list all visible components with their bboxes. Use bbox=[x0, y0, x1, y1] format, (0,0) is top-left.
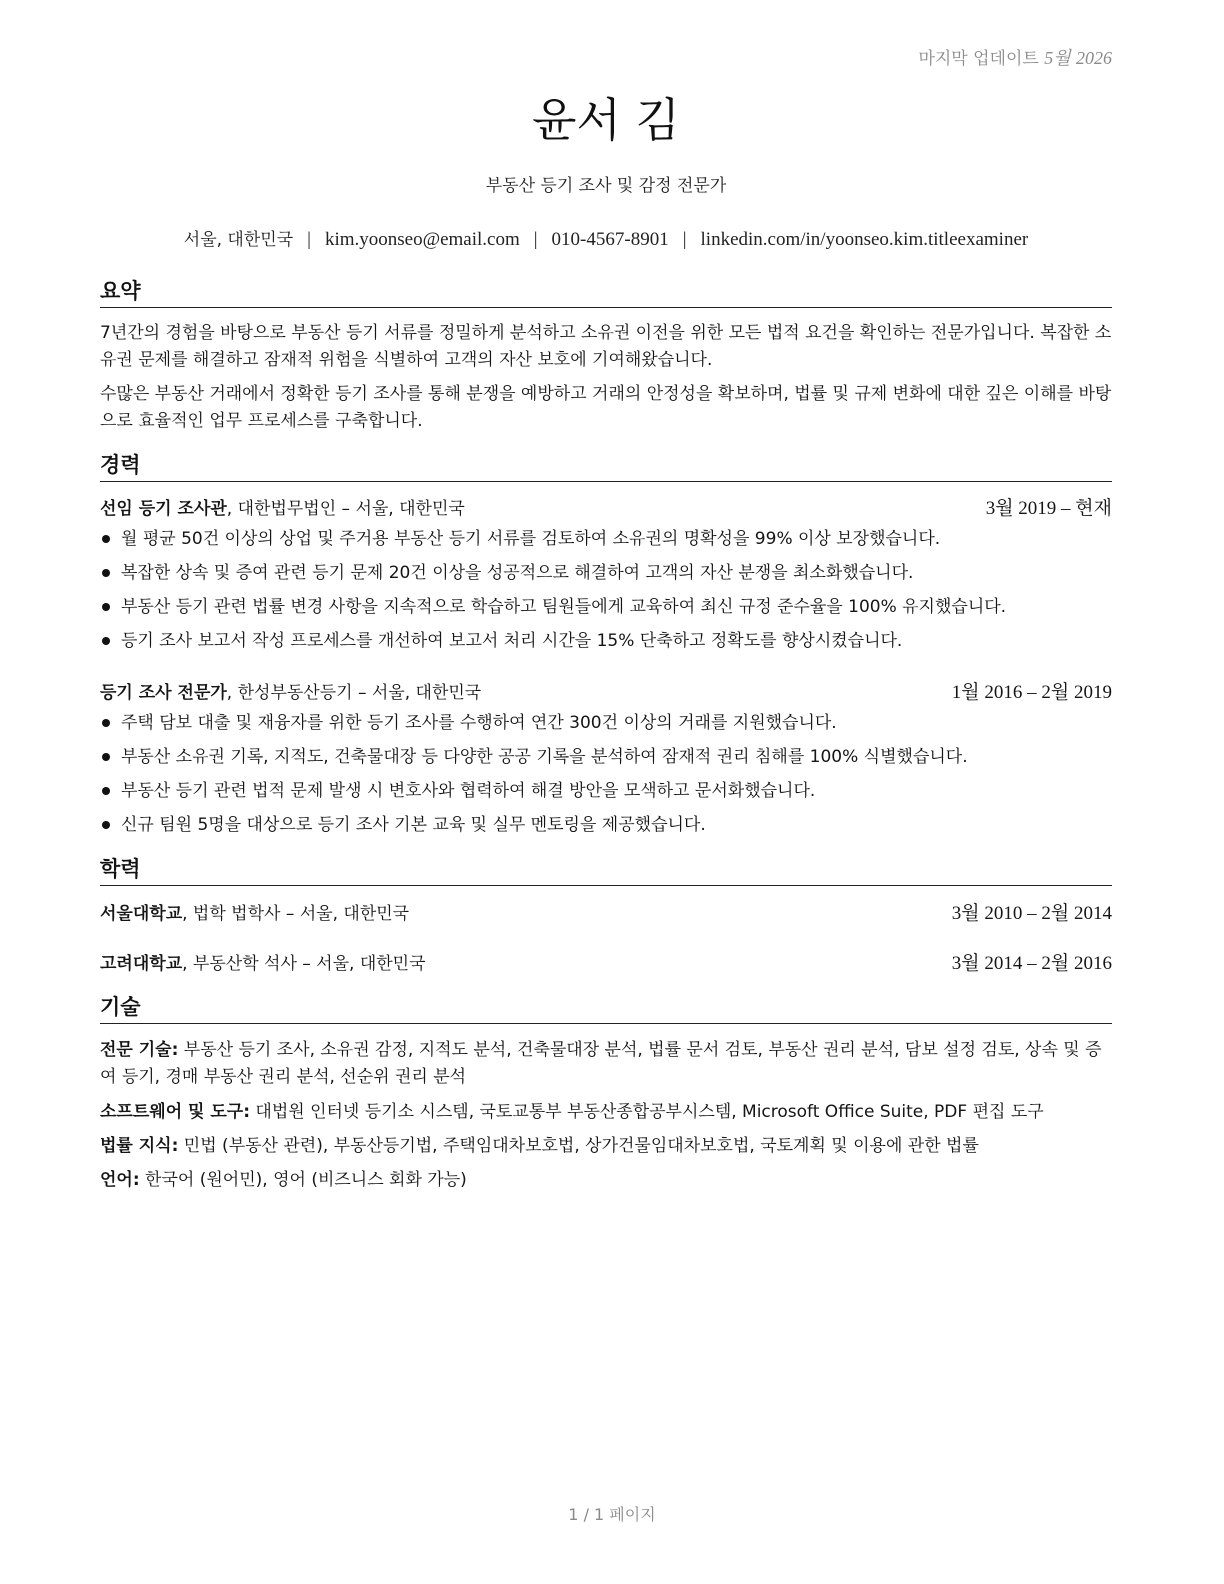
bullet-icon bbox=[102, 821, 110, 829]
contact-separator: | bbox=[307, 229, 311, 250]
skill-text: 한국어 (원어민), 영어 (비즈니스 회화 가능) bbox=[139, 1170, 467, 1190]
education-detail: , 부동산학 석사 – 서울, 대한민국 bbox=[182, 954, 426, 974]
bullet-text: 월 평균 50건 이상의 상업 및 주거용 부동산 등기 서류를 검토하여 소유권의 명확성을 99% 이상 보장했습니다. bbox=[121, 529, 941, 549]
education-dates: 3월 2014 – 2월 2016 bbox=[951, 953, 1112, 974]
education-dates: 3월 2010 – 2월 2014 bbox=[951, 903, 1112, 924]
bullet-text: 복잡한 상속 및 증여 관련 등기 문제 20건 이상을 성공적으로 해결하여 고객의 자산 분쟁을 최소화했습니다. bbox=[121, 563, 914, 583]
section-title-experience: 경력 bbox=[100, 452, 1112, 482]
skill-label: 법률 지식: bbox=[100, 1136, 179, 1156]
job-bullets bbox=[100, 710, 1112, 846]
skill-label: 언어: bbox=[100, 1170, 140, 1190]
last-updated-label: 마지막 업데이트 bbox=[918, 49, 1039, 69]
summary-paragraph-1: 7년간의 경험을 바탕으로 부동산 등기 서류를 정밀하게 분석하고 소유권 이전을 위한 모든 법적 요건을 확인하는 전문가입니다. 복잡한 소유권 문제를 해결하고 잠재적 위험을 식별하여 고객의 자산 보호에 기여해왔습니다. bbox=[100, 323, 1112, 370]
bullet-icon bbox=[102, 787, 110, 795]
candidate-name: 윤서 김 bbox=[532, 93, 680, 147]
skill-text: 대법원 인터넷 등기소 시스템, 국토교통부 부동산종합공부시스템, Microsoft Office Suite, PDF 편집 도구 bbox=[250, 1102, 1044, 1122]
education-school: 고려대학교 bbox=[100, 954, 183, 974]
job-bullets bbox=[100, 526, 1112, 662]
education-school: 서울대학교 bbox=[100, 904, 183, 924]
skill-item bbox=[100, 1099, 1112, 1126]
last-updated bbox=[918, 44, 1112, 70]
last-updated-month: 5월 bbox=[1044, 48, 1071, 68]
candidate-title: 부동산 등기 조사 및 감정 전문가 bbox=[485, 176, 727, 196]
education-item bbox=[100, 901, 1112, 927]
bullet-text: 부동산 등기 관련 법적 문제 발생 시 변호사와 협력하여 해결 방안을 모색하고 문서화했습니다. bbox=[121, 781, 816, 801]
contact-phone: 010-4567-8901 bbox=[551, 229, 669, 250]
bullet-icon bbox=[102, 637, 110, 645]
resume-page bbox=[100, 0, 1112, 1584]
skill-text: 부동산 등기 조사, 소유권 감정, 지적도 분석, 건축물대장 분석, 법률 문서 검토, 부동산 권리 분석, 담보 설정 검토, 상속 및 증여 등기, 경매 부동산 권리 분석, 선순위 권리 분석 bbox=[100, 1040, 1102, 1087]
list-item bbox=[100, 778, 1112, 812]
job-header bbox=[100, 496, 1112, 522]
list-item bbox=[100, 526, 1112, 560]
summary-paragraph-2: 수많은 부동산 거래에서 정확한 등기 조사를 통해 분쟁을 예방하고 거래의 안정성을 확보하며, 법률 및 규제 변화에 대한 깊은 이해를 바탕으로 효율적인 업무 프로세스를 구축합니다. bbox=[100, 384, 1112, 431]
bullet-text: 신규 팀원 5명을 대상으로 등기 조사 기본 교육 및 실무 멘토링을 제공했습니다. bbox=[121, 815, 706, 835]
bullet-icon bbox=[102, 753, 110, 761]
skill-item bbox=[100, 1133, 1112, 1160]
job-dates: 3월 2019 – 현재 bbox=[985, 498, 1112, 519]
contact-line bbox=[100, 225, 1112, 251]
contact-email-link[interactable]: kim.yoonseo@email.com bbox=[324, 229, 520, 250]
job-header bbox=[100, 680, 1112, 706]
section-title-education: 학력 bbox=[100, 856, 1112, 886]
skill-item bbox=[100, 1037, 1112, 1091]
skill-text: 민법 (부동산 관련), 부동산등기법, 주택임대차보호법, 상가건물임대차보호법, 국토계획 및 이용에 관한 법률 bbox=[178, 1136, 979, 1156]
list-item bbox=[100, 560, 1112, 594]
section-title-summary: 요약 bbox=[100, 278, 1112, 308]
bullet-text: 주택 담보 대출 및 재융자를 위한 등기 조사를 수행하여 연간 300건 이상의 거래를 지원했습니다. bbox=[121, 713, 837, 733]
contact-separator: | bbox=[682, 229, 687, 250]
skill-item bbox=[100, 1167, 1112, 1194]
bullet-text: 등기 조사 보고서 작성 프로세스를 개선하여 보고서 처리 시간을 15% 단축하고 정확도를 향상시켰습니다. bbox=[121, 631, 903, 651]
job-role: 등기 조사 전문가 bbox=[100, 683, 227, 703]
contact-separator: | bbox=[533, 229, 538, 250]
list-item bbox=[100, 594, 1112, 628]
list-item bbox=[100, 628, 1112, 662]
list-item bbox=[100, 744, 1112, 778]
page-number: 1 / 1 페이지 bbox=[568, 1505, 656, 1524]
skill-label: 전문 기술: bbox=[100, 1040, 179, 1060]
job-dates: 1월 2016 – 2월 2019 bbox=[951, 682, 1112, 703]
education-item bbox=[100, 951, 1112, 977]
skill-label: 소프트웨어 및 도구: bbox=[100, 1102, 251, 1122]
job-org: , 한성부동산등기 – 서울, 대한민국 bbox=[226, 683, 482, 703]
education-detail: , 법학 법학사 – 서울, 대한민국 bbox=[182, 904, 410, 924]
contact-linkedin-link[interactable]: linkedin.com/in/yoonseo.kim.titleexaminer bbox=[700, 229, 1029, 250]
job-role: 선임 등기 조사관 bbox=[100, 499, 227, 519]
section-title-skills: 기술 bbox=[100, 994, 1112, 1024]
last-updated-year: 2026 bbox=[1076, 48, 1112, 68]
bullet-icon bbox=[102, 603, 110, 611]
bullet-icon bbox=[102, 719, 110, 727]
list-item bbox=[100, 812, 1112, 846]
list-item bbox=[100, 710, 1112, 744]
bullet-text: 부동산 등기 관련 법률 변경 사항을 지속적으로 학습하고 팀원들에게 교육하여 최신 규정 준수율을 100% 유지했습니다. bbox=[121, 597, 1007, 617]
bullet-icon bbox=[102, 569, 110, 577]
bullet-icon bbox=[102, 535, 110, 543]
bullet-text: 부동산 소유권 기록, 지적도, 건축물대장 등 다양한 공공 기록을 분석하여 잠재적 권리 침해를 100% 식별했습니다. bbox=[121, 747, 968, 767]
job-org: , 대한법무법인 – 서울, 대한민국 bbox=[226, 499, 465, 519]
contact-location: 서울, 대한민국 bbox=[183, 230, 294, 250]
